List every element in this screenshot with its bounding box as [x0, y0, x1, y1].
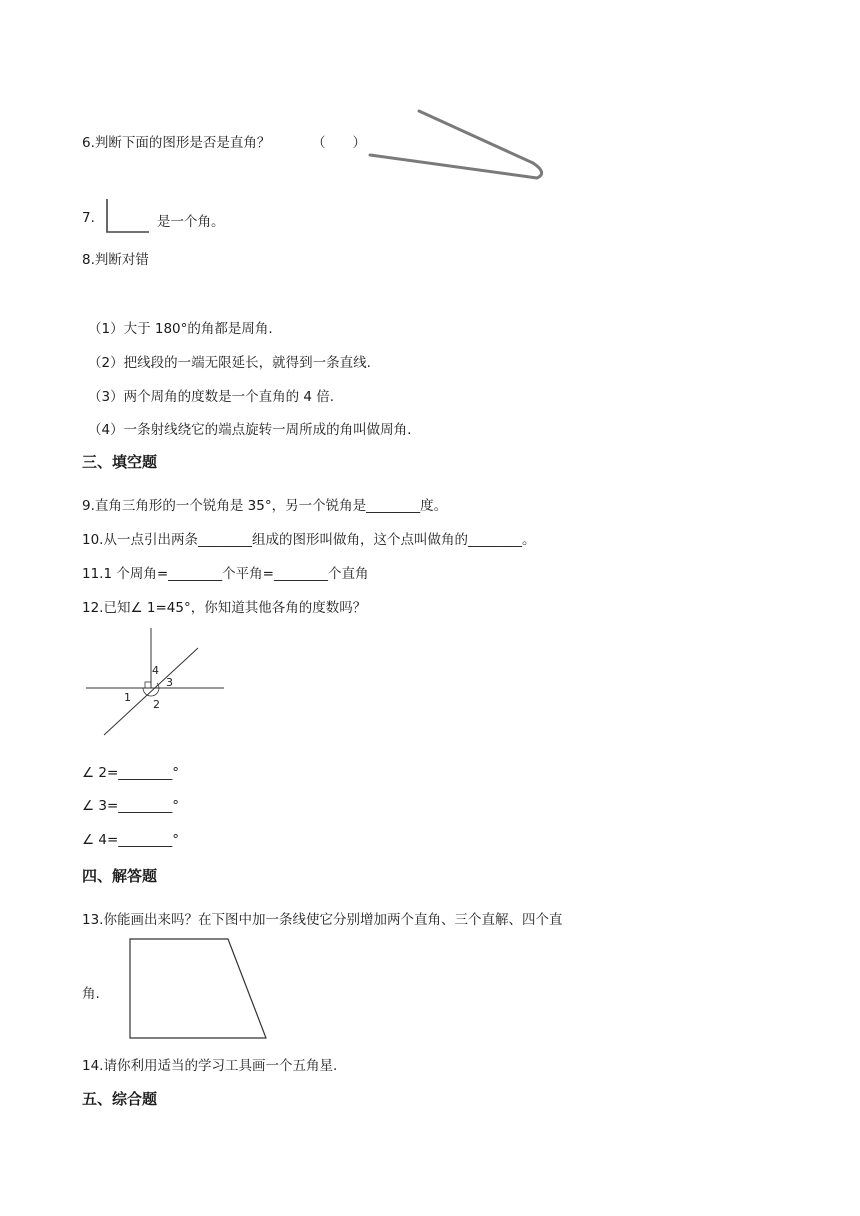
q14-text: 14.请你利用适当的学习工具画一个五角星. [82, 1058, 338, 1074]
q8-item-3: （3）两个周角的度数是一个直角的 4 倍. [88, 389, 335, 405]
section-5-heading: 五、综合题 [82, 1090, 158, 1108]
q9-text: 9.直角三角形的一个锐角是 35°，另一个锐角是________度。 [82, 498, 448, 514]
q6-answer-bracket: （ ） [312, 135, 366, 151]
q7-text: 是一个角。 [157, 214, 225, 230]
q8-item-2: （2）把线段的一端无限延长，就得到一条直线. [88, 355, 371, 371]
q7-number: 7. [82, 210, 95, 226]
q6-angle-figure [365, 105, 550, 185]
q12-angles-figure [86, 628, 228, 738]
q8-item-1: （1）大于 180°的角都是周角. [88, 321, 273, 337]
q8-item-4: （4）一条射线绕它的端点旋转一周所成的角叫做周角. [88, 422, 412, 438]
angle-label-2: 2 [153, 698, 160, 711]
q10-text: 10.从一点引出两条________组成的图形叫做角，这个点叫做角的________。 [82, 532, 536, 548]
angle-label-3: 3 [166, 676, 173, 689]
section-4-heading: 四、解答题 [82, 867, 158, 885]
angle-label-1: 1 [124, 691, 131, 704]
section-3-heading: 三、填空题 [82, 453, 158, 471]
q12-answer-angle-3: ∠ 3=________° [82, 798, 180, 814]
q13-line-2: 角. [82, 986, 100, 1002]
q13-line-1: 13.你能画出来吗？在下图中加一条线使它分别增加两个直角、三个直解、四个直 [82, 912, 563, 928]
q11-text: 11.1 个周角=________个平角=________个直角 [82, 566, 369, 582]
q12-text: 12.已知∠ 1=45°，你知道其他各角的度数吗？ [82, 600, 367, 616]
q8-title: 8.判断对错 [82, 252, 149, 268]
q12-answer-angle-4: ∠ 4=________° [82, 832, 180, 848]
q7-angle-figure [104, 195, 152, 237]
angle-label-4: 4 [152, 664, 159, 677]
q13-trapezoid-figure [128, 937, 270, 1041]
q6-text: 6.判断下面的图形是否是直角？ [82, 135, 271, 151]
q12-answer-angle-2: ∠ 2=________° [82, 765, 180, 781]
